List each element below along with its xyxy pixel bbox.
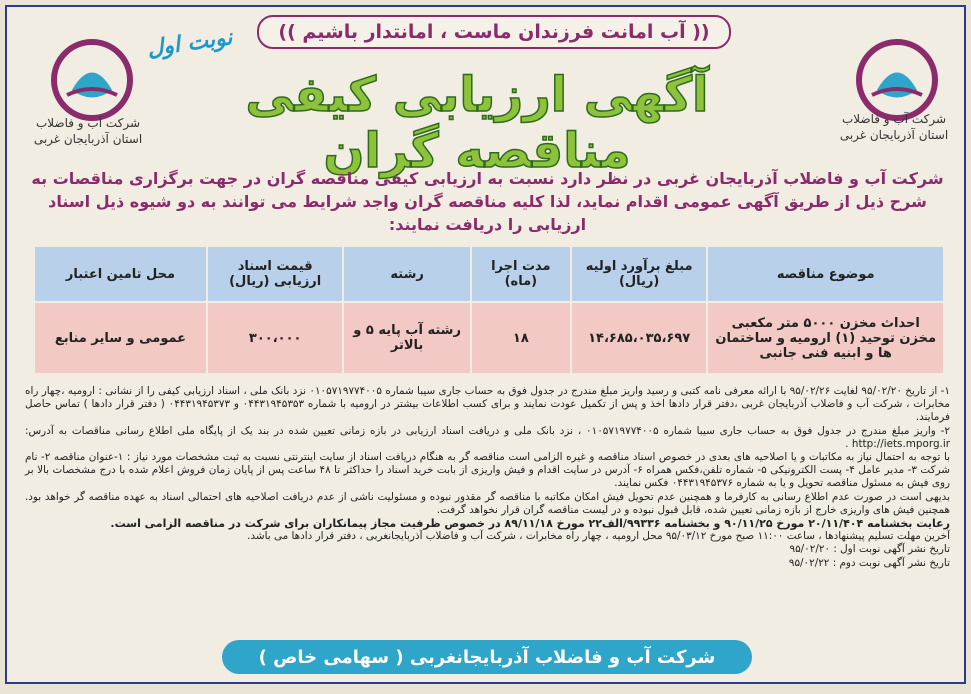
header-subject: موضوع مناقصه — [707, 246, 944, 302]
page-title: آگهی ارزیابی کیفی مناقصه گران — [245, 67, 709, 179]
paragraph-6: آخرین مهلت تسلیم پیشنهادها ، ساعت ۱۱:۰۰ صبح مورخ ۹۵/۰۳/۱۲ محل ارومیه ، چهار راه مخابرات ، شرکت آب و فاضلاب آذربایجانغربی ، دفتر قرار دادها می باشد. — [247, 530, 950, 543]
paragraph-1: ۱- از تاریخ ۹۵/۰۲/۲۰ لغایت ۹۵/۰۲/۲۶ با ارائه معرفی نامه کتبی و رسید واریز مبلغ مندرج در جدول فوق به حساب جاری سیبا شماره ۰۱۰۵۷۱۹۷۷۴۰۰۵ نزد بانک ملی ، اسناد ارزیابی کیفی را از نشانی : ارومیه ،چهار راه مخابرات ، شرکت آب و فاضلاب آذربایجان غربی ،دفتر قرار دادها اخذ و پس از تکمیل عودت نمایند و برای کسب اطلاعات بیشتر در ارومیه با شماره ۰۴۴۳۱۹۴۵۳۵۳ و ۰۴۴۳۱۹۴۵۳۷۳ ( دفتر قرار دادها ) تماس حاصل فرمایند. — [25, 385, 950, 424]
org-name-right: شرکت آب و فاضلاب استان آذربایجان غربی — [839, 112, 949, 142]
turn-label: نوبت اول — [145, 25, 234, 62]
water-drop-logo-icon — [47, 35, 137, 125]
paragraph-4: بدیهی است در صورت عدم اطلاع رسانی به کارفرما و همچنین عدم تحویل فیش امکان مکاتبه با مناقصه گر مقدور نبوده و مسئولیت ناشی از عدم دریافت اصلاحیه های احتمالی اسناد به عهده مناقصه گر خواهد بود. همچنین فیش های واریزی خارج از بازه زمانی تعیین شده، قابل قبول نبوده و در لیست مناقصه گران قرار نخواهد گرفت. — [25, 490, 950, 516]
footer-banner: شرکت آب و فاضلاب آذربایجانغربی ( سهامی خاص ) — [222, 640, 752, 674]
terms-text — [25, 385, 950, 570]
tender-table — [33, 245, 945, 375]
header-duration: مدت اجرا (ماه) — [471, 246, 571, 302]
header-field: رشته — [343, 246, 470, 302]
paragraph-3: با توجه به احتمال نیاز به مکاتبات و یا اصلاحیه های بعدی در خصوص اسناد مناقصه و غیره الزامی است مناقصه گر به هنگام دریافت اسناد از سایت اینترنتی نسبت به ثبت مشخصات مورد نیاز : ۱-عنوان مناقصه ۲- نام شرکت ۳- مدیر عامل ۴- پست الکترونیکی ۵- شماره تلفن،فکس همراه ۶- آدرس در سایت اقدام و فیش واریزی از بابت خرید اسناد را حداکثر تا ۴۸ ساعت پس از پایان زمان فروش اعلام شده با درج مشخصات بالا بر روی فیش به مسئول مناقصه تحویل و یا به شماره ۰۴۴۳۱۹۴۵۳۷۶ فکس نمایند. — [25, 451, 951, 490]
publish-date-2: تاریخ نشر آگهی نوبت دوم : ۹۵/۰۲/۲۲ — [788, 556, 950, 569]
header-doc-price: قیمت اسناد ارزیابی (ریال) — [207, 246, 344, 302]
table-header-row — [34, 246, 944, 302]
intro-text: شرکت آب و فاضلاب آذربایجان غربی در نظر دارد نسبت به ارزیابی کیفی مناقصه گران در جهت برگزاری مناقصات به شرح ذیل از طریق آگهی عمومی اقدام نماید، لذا کلیه مناقصه گران واجد شرایط می توانند به دو شیوه ذیل اسناد ارزیابی را دریافت نمایند: — [31, 169, 944, 234]
cell-subject: احداث مخزن ۵۰۰۰ متر مکعبی مخزن توحید (۱) ارومیه و ساختمان ها و ابنیه فنی جانبی — [707, 302, 944, 374]
paragraph-5: رعایت بخشنامه ۲۰/۱۱/۴۰۴ مورخ ۹۰/۱۱/۲۵ و بخشنامه ۹۹۳۳۶/الف۲۲ مورخ ۸۹/۱۱/۱۸ در خصوص ظرفیت مجاز پیمانکاران برای شرکت در مناقصه الزامی است. — [110, 517, 950, 531]
paragraph-2: ۲- واریز مبلغ مندرج در جدول فوق به حساب جاری سیبا شماره ۰۱۰۵۷۱۹۷۷۴۰۰۵ ، نزد بانک ملی و دریافت اسناد ارزیابی در بازه زمانی تعیین شده در بند یک از پایگاه ملی اطلاع رسانی مناقصات به آدرس: http://iets.mporg.ir . — [25, 424, 950, 450]
header-funding: محل تامین اعتبار — [34, 246, 207, 302]
org-name-left: شرکت آب و فاضلاب استان آذربایجان غربی — [33, 116, 143, 146]
cell-duration: ۱۸ — [471, 302, 571, 374]
tender-advertisement — [5, 5, 966, 684]
cell-doc-price: ۳۰۰،۰۰۰ — [207, 302, 344, 374]
table-row — [34, 302, 944, 374]
header-estimate: مبلغ برآورد اولیه (ریال) — [571, 246, 708, 302]
cell-field: رشته آب پایه ۵ و بالاتر — [343, 302, 470, 374]
cell-estimate: ۱۴،۶۸۵،۰۳۵،۶۹۷ — [571, 302, 708, 374]
cell-funding: عمومی و سایر منابع — [34, 302, 207, 374]
publish-date-1: تاریخ نشر آگهی نوبت اول : ۹۵/۰۲/۲۰ — [789, 543, 950, 556]
motto-banner: (( آب امانت فرزندان ماست ، امانتدار باشیم )) — [257, 15, 731, 49]
